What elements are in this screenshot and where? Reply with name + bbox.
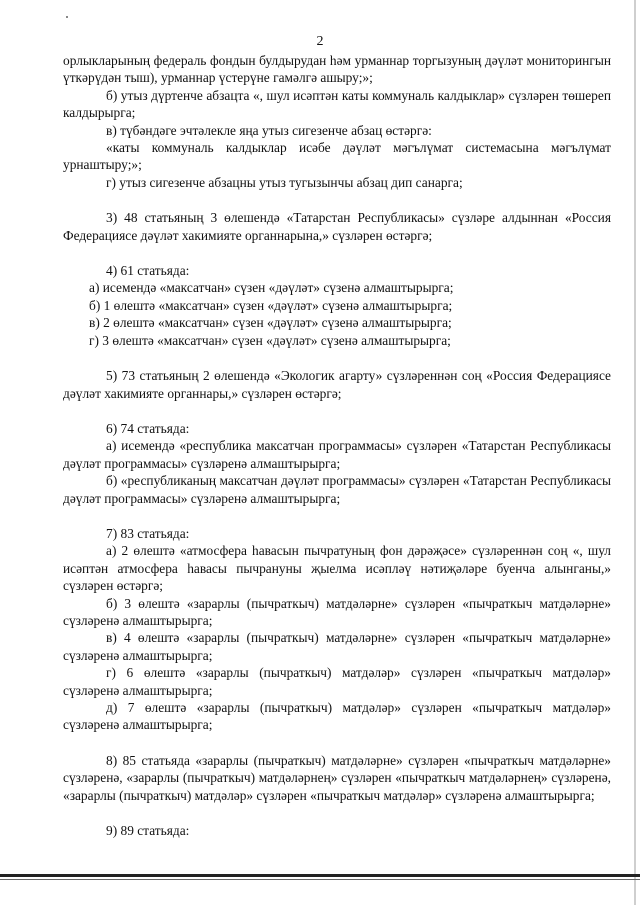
paragraph: 7) 83 статьяда: — [106, 525, 190, 541]
list-item: б) 3 өлештә «зарарлы (пычраткыч) матдәләрне» сүзләрен «пычраткыч матдәләрне» сүзләренә алмаштырырга; — [63, 595, 611, 628]
list-item: а) исемендә «республика максатчан программасы» сүзләрен «Татарстан Республикасы дәүләт программасы» сүзләренә алмаштырырга; — [63, 438, 611, 471]
list-item: б) 1 өлештә «максатчан» сүзен «дәүләт» сүзенә алмаштырырга; — [89, 297, 453, 313]
scan-edge — [634, 0, 636, 905]
scan-bottom-border — [0, 874, 640, 877]
scan-bottom-border-thin — [0, 879, 640, 880]
list-item: г) 3 өлештә «максатчан» сүзен «дәүләт» сүзенә алмаштырырга; — [89, 332, 451, 348]
list-item: в) 4 өлештә «зарарлы (пычраткыч) матдәләрне» сүзләрен «пычраткыч матдәләрне» сүзләренә алмаштырырга; — [63, 630, 611, 663]
scan-speck — [66, 16, 68, 18]
paragraph: г) утыз сигезенче абзацны утыз тугызынчы абзац дип санарга; — [106, 174, 463, 190]
list-item: а) исемендә «максатчан» сүзен «дәүләт» сүзенә алмаштырырга; — [89, 280, 454, 296]
paragraph: 8) 85 статьяда «зарарлы (пычраткыч) матдәләрне» сүзләрен «пычраткыч матдәләрне» сүзләренә, «зарарлы (пычраткыч) матдәләрнең» сүзләрен «пычраткыч матдәләрнең» сүзләренә, «зарарлы (пычраткыч) матдәләр» сүзләрен «пычраткыч матдәләр» сүзләренә алмаштырырга; — [63, 752, 611, 803]
list-item: б) «республиканың максатчан дәүләт программасы» сүзләрен «Татарстан Республикасы дәүләт программасы» сүзләренә алмаштырырга; — [63, 473, 611, 506]
list-item: в) 2 өлештә «максатчан» сүзен «дәүләт» сүзенә алмаштырырга; — [89, 315, 452, 331]
paragraph: 6) 74 статьяда: — [106, 420, 190, 436]
paragraph: 5) 73 статьяның 2 өлешендә «Экологик агарту» сүзләреннән соң «Россия Федерациясе дәүләт хакимияте органнары,» сүзләрен өстәргә; — [63, 368, 611, 401]
paragraph: 9) 89 статьяда: — [106, 823, 190, 839]
list-item: г) 6 өлештә «зарарлы (пычраткыч) матдәләр» сүзләрен «пычраткыч матдәләр» сүзләренә алмаштырырга; — [63, 665, 611, 698]
paragraph: орлыкларының федераль фондын булдырудан һәм урманнар торгызуның дәүләт мониторингын үткәрүдән тыш), урманнар үстерүне гамәлгә ашыру;»; — [63, 53, 611, 86]
paragraph: б) утыз дүртенче абзацта «, шул исәптән каты коммуналь калдыклар» сүзләрен төшереп калдырырга; — [63, 87, 611, 121]
paragraph: 4) 61 статьяда: — [106, 263, 190, 279]
list-item: а) 2 өлештә «атмосфера һавасын пычратуның фон дәрәҗәсе» сүзләреннән соң «, шул исәптән атмосфера һавасы пычрануны җыелма исәпләү нәтиҗәләре буенча алынганы,» сүзләрен өстәргә; — [63, 543, 611, 594]
document-body — [63, 52, 611, 839]
paragraph: 3) 48 статьяның 3 өлешендә «Татарстан Республикасы» сүзләре алдыннан «Россия Федерациясе дәүләт хакимияте органнарына,» сүзләрен өстәргә; — [63, 210, 611, 243]
paragraph: «каты коммуналь калдыклар исәбе дәүләт мәгълүмат системасына мәгълүмат урнаштыру;»; — [63, 140, 611, 173]
page-number: 2 — [316, 34, 324, 49]
list-item: д) 7 өлештә «зарарлы (пычраткыч) матдәләр» сүзләрен «пычраткыч матдәләр» сүзләренә алмаштырырга; — [63, 700, 611, 733]
paragraph: в) түбәндәге эчтәлекле яңа утыз сигезенче абзац өстәргә: — [106, 122, 432, 138]
